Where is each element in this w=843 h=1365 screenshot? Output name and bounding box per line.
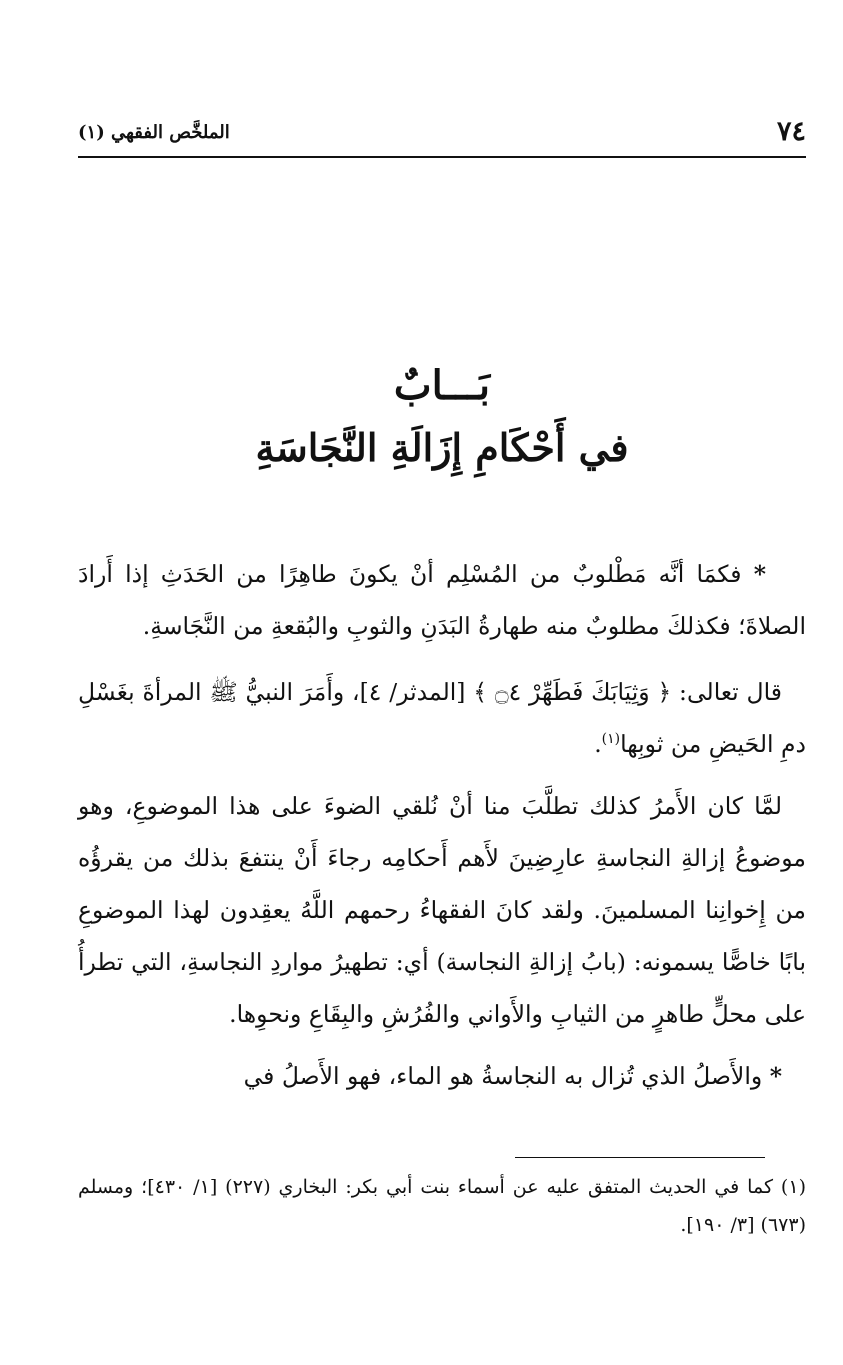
chapter-title: في أَحْكَامِ إِزَالَةِ النَّجَاسَةِ	[255, 425, 629, 470]
bullet-star-2: *	[769, 1062, 782, 1090]
body-text	[78, 548, 806, 1102]
paragraph-1	[78, 548, 806, 652]
footnote: (١) كما في الحديث المتفق عليه عن أسماء بنت أبي بكر: البخاري (٢٢٧) [١/ ٤٣٠]؛ ومسلم (٦٧٣) [٣/ ١٩٠].	[78, 1176, 806, 1236]
bullet-star-1: *	[753, 560, 766, 588]
paragraph-3	[78, 780, 806, 1040]
paragraph-2-text: قال تعالى: ﴿ وَثِيَابَكَ فَطَهِّرْ ۝٤ ﴾ [المدثر/ ٤]، وأَمَرَ النبيُّ ﷺ المرأةَ بغَسْلِ دمِ الحَيضِ من ثوبِها	[78, 678, 806, 758]
page-number: ٧٤	[776, 116, 806, 147]
running-title: الملخَّص الفقهي (١)	[78, 122, 230, 143]
paragraph-4-text: والأَصلُ الذي تُزال به النجاسةُ هو الماء، فهو الأَصلُ في	[243, 1062, 763, 1090]
footnote-ref[interactable]: (١)	[601, 731, 621, 748]
paragraph-3-text: لمَّا كان الأَمرُ كذلك تطلَّبَ منا أنْ نُلقي الضوءَ على هذا الموضوعِ، وهو موضوعُ إزالةِ النجاسةِ عارِضِينَ لأَهم أَحكامِه رجاءَ أَنْ ينتفعَ بذلك من يقرؤُه من إِخوانِنا المسلمينَ. ولقد كانَ الفقهاءُ رحمهم اللَّهُ يعقِدون لهذا الموضوعِ بابًا خاصًّا يسمونه: (بابُ إزالةِ النجاسة) أي: تطهيرُ مواردِ النجاسةِ، التي تطرأُ على محلٍّ طاهرٍ من الثيابِ والأَواني والفُرُشِ والبِقَاعِ ونحوِها.	[78, 792, 806, 1028]
footnote-divider	[515, 1157, 765, 1158]
chapter-label: بَـــابٌ	[393, 362, 491, 409]
paragraph-1-text: فكمَا أنَّه مَطْلوبٌ من المُسْلِم أنْ يكونَ طاهِرًا من الحَدَثِ إذا أَرادَ الصلاةَ؛ فكذلكَ مطلوبٌ منه طهارةُ البَدَنِ والثوبِ والبُقعةِ من النَّجَاسةِ.	[78, 560, 806, 640]
paragraph-2-end: .	[594, 730, 602, 758]
paragraph-4	[78, 1050, 806, 1102]
page-header	[78, 112, 806, 158]
paragraph-2	[78, 666, 806, 770]
